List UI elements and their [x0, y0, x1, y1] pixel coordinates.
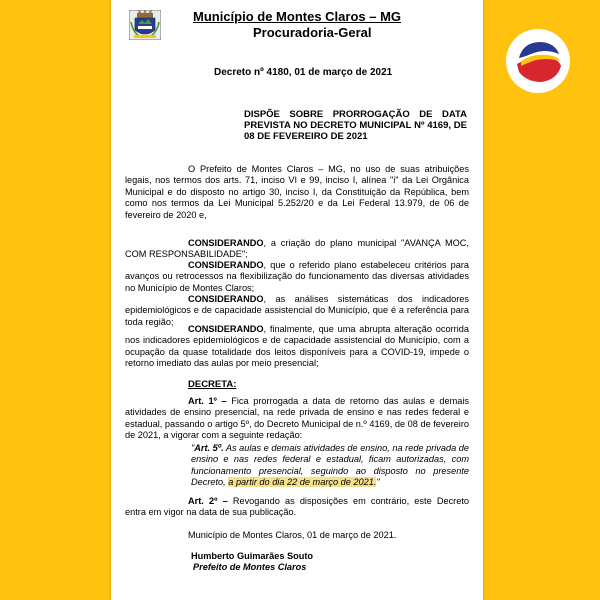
article-5-label: Art. 5º.	[194, 443, 224, 453]
quote-close: "	[376, 477, 380, 488]
considerando-label: CONSIDERANDO	[188, 238, 264, 248]
decreta-heading: DECRETA:	[188, 379, 237, 390]
considerando-paragraph	[125, 260, 469, 294]
quote-open: "	[191, 443, 195, 453]
considerando-label: CONSIDERANDO	[188, 294, 264, 304]
considerando-text: , que o referido plano estabeleceu critérios para avanços ou retrocessos na flexibilização do funcionamento das diversas atividades no Município de Montes Claros;	[125, 260, 469, 293]
considerando-label: CONSIDERANDO	[188, 260, 264, 270]
article-1-label: Art. 1º –	[188, 396, 227, 406]
decree-number-date: Decreto nº 4180, 01 de março de 2021	[214, 67, 393, 78]
municipality-title: Município de Montes Claros – MG	[193, 9, 402, 24]
article-1-text: Fica prorrogada a data de retorno das aulas e demais atividades de ensino presencial, na rede privada de ensino e nas redes federal e estadual, passando o artigo 5º, do Decreto Municipal de n.º 4169, de 08 de fevereiro de 2021, a vigorar com a seguinte redação:	[125, 396, 469, 441]
article-5-quote	[191, 443, 469, 489]
article-2-text: Revogando as disposições em contrário, este Decreto entra em vigor na data de sua publicação.	[125, 496, 469, 518]
considerando-text: , a criação do plano municipal "AVANÇA MOC, COM RESPONSABILIDADE";	[125, 238, 469, 260]
considerando-paragraph	[125, 324, 469, 370]
considerando-paragraph	[125, 238, 469, 261]
considerando-text: , finalmente, que uma abrupta alteração ocorrida nos indicadores epidemiológicos e de capacidade assistencial do Município, com a ocupação da quase totalidade dos leitos disponíveis para a COVID-19, impede o retorno imediato das aulas por meio presencial;	[125, 324, 469, 369]
decree-summary: DISPÕE SOBRE PRORROGAÇÃO DE DATA PREVISTA NO DECRETO MUNICIPAL Nº 4169, DE 08 DE FEVEREIRO DE 2021	[244, 109, 467, 142]
considerando-text: , as análises sistemáticas dos indicadores epidemiológicos e de capacidade assistencial do Município, que é a referência para toda região;	[125, 294, 469, 327]
closing-place-date: Município de Montes Claros, 01 de março de 2021.	[188, 530, 397, 540]
signatory-name: Humberto Guimarães Souto	[191, 551, 314, 561]
article-1	[125, 396, 469, 442]
coat-of-arms-icon	[129, 10, 161, 40]
article-2-label: Art. 2º –	[188, 496, 228, 506]
brand-logo-icon	[505, 28, 571, 94]
article-5-text: As aulas e demais atividades de ensino, na rede privada de ensino e nas redes federal e estadual, ficam autorizadas, com funcionamento presencial, seguindo ao disposto no presente Decreto,	[191, 443, 469, 488]
article-2	[125, 496, 469, 519]
preamble-paragraph: O Prefeito de Montes Claros – MG, no uso de suas atribuições legais, nos termos dos arts. 71, inciso VI e 99, inciso I, alínea "i" da Lei Orgânica Municipal e do disposto no artigo 30, inciso I, da Constituição da República, bem como nos termos da Lei Municipal 5.252/20 e da Lei Federal 13.979, de 06 de fevereiro de 2020 e,	[125, 164, 469, 220]
considerando-label: CONSIDERANDO	[188, 324, 264, 334]
highlighted-date: a partir do dia 22 de março de 2021.	[228, 477, 377, 488]
signatory-role: Prefeito de Montes Claros	[193, 562, 307, 572]
department-subtitle: Procuradoria-Geral	[253, 25, 372, 40]
document-page	[111, 0, 483, 600]
